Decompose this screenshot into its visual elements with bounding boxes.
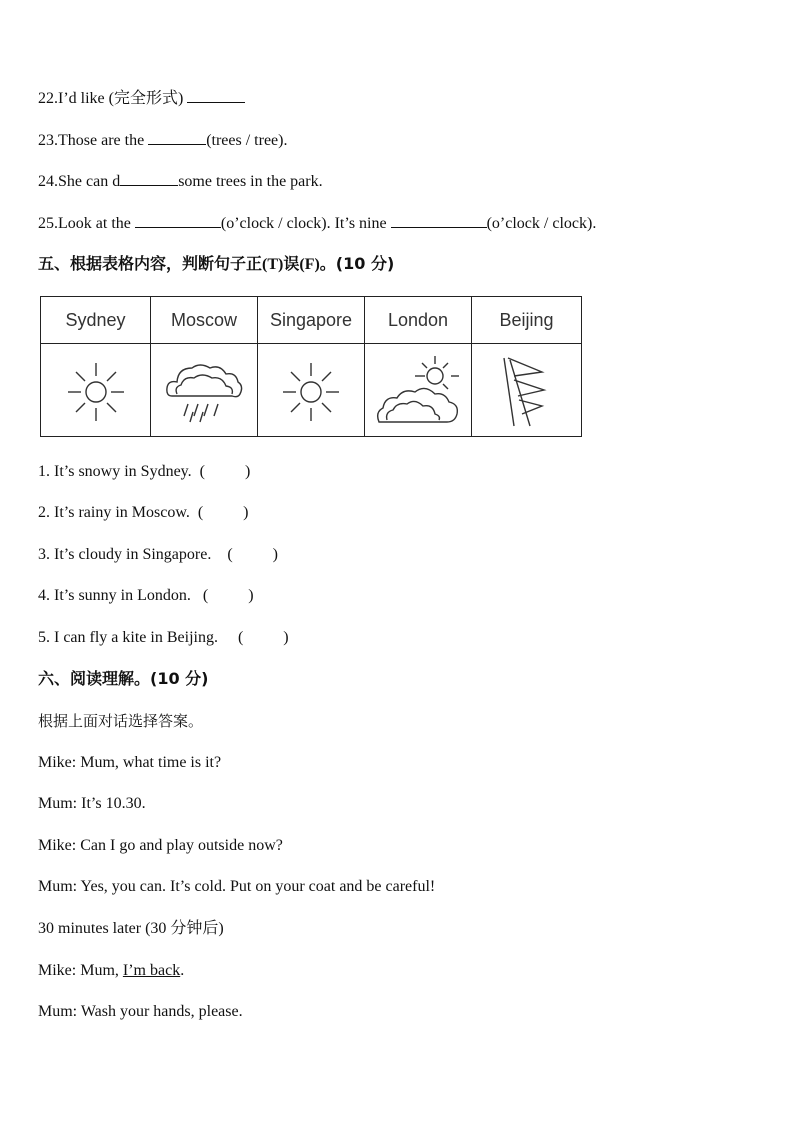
statement-4: 4. It’s sunny in London. ( ) [38, 587, 254, 604]
answer-blank[interactable] [120, 171, 178, 186]
question-24: 24.She can d some trees in the park. [38, 173, 323, 190]
instruction: 根据上面对话选择答案。 [38, 712, 204, 730]
answer-blank[interactable] [187, 88, 245, 103]
wind-flag-icon [492, 352, 562, 428]
dialogue-line: Mike: Mum, what time is it? [38, 754, 222, 771]
weather-table [40, 296, 582, 437]
section-5-heading: 五、根据表格内容，判断句子正(T)误(F)。(10 分) [38, 254, 395, 273]
dialogue-line: Mike: Mum, I’m back. [38, 962, 185, 979]
sun-icon [281, 355, 341, 425]
answer-bracket[interactable]: ( ) [227, 546, 278, 563]
question-22: 22.I’d like (完全形式) [38, 88, 245, 109]
underlined-phrase: I’m back [122, 962, 181, 979]
section-6-heading: 六、阅读理解。(10 分) [38, 669, 209, 688]
sun-icon [66, 355, 126, 425]
city-sydney: Sydney [41, 297, 151, 344]
city-moscow: Moscow [151, 297, 258, 344]
question-23: 23.Those are the (trees / tree). [38, 132, 288, 149]
answer-blank[interactable] [135, 213, 221, 228]
rain-cloud-icon [164, 354, 244, 426]
answer-bracket[interactable]: ( ) [202, 587, 254, 604]
city-beijing: Beijing [472, 297, 582, 344]
city-singapore: Singapore [258, 297, 365, 344]
dialogue-line: Mike: Can I go and play outside now? [38, 837, 283, 854]
answer-bracket[interactable]: ( ) [237, 629, 289, 646]
answer-blank[interactable] [148, 130, 206, 145]
dialogue-line: Mum: Yes, you can. It’s cold. Put on your coat and be careful! [38, 878, 436, 895]
answer-blank[interactable] [391, 213, 487, 228]
answer-bracket[interactable]: ( ) [197, 504, 249, 521]
dialogue-line: Mum: Wash your hands, please. [38, 1003, 243, 1020]
statement-2: 2. It’s rainy in Moscow. ( ) [38, 504, 249, 521]
city-london: London [365, 297, 472, 344]
statement-5: 5. I can fly a kite in Beijing. ( ) [38, 629, 289, 646]
cloud-sun-icon [373, 352, 463, 428]
dialogue-line: Mum: It’s 10.30. [38, 795, 146, 812]
question-25: 25.Look at the (o’clock / clock). It’s nine (o’clock / clock). [38, 215, 597, 232]
dialogue-line: 30 minutes later (30 分钟后) [38, 920, 224, 937]
statement-1: 1. It’s snowy in Sydney. ( ) [38, 463, 251, 480]
answer-bracket[interactable]: ( ) [199, 463, 251, 480]
statement-3: 3. It’s cloudy in Singapore. ( ) [38, 546, 278, 563]
